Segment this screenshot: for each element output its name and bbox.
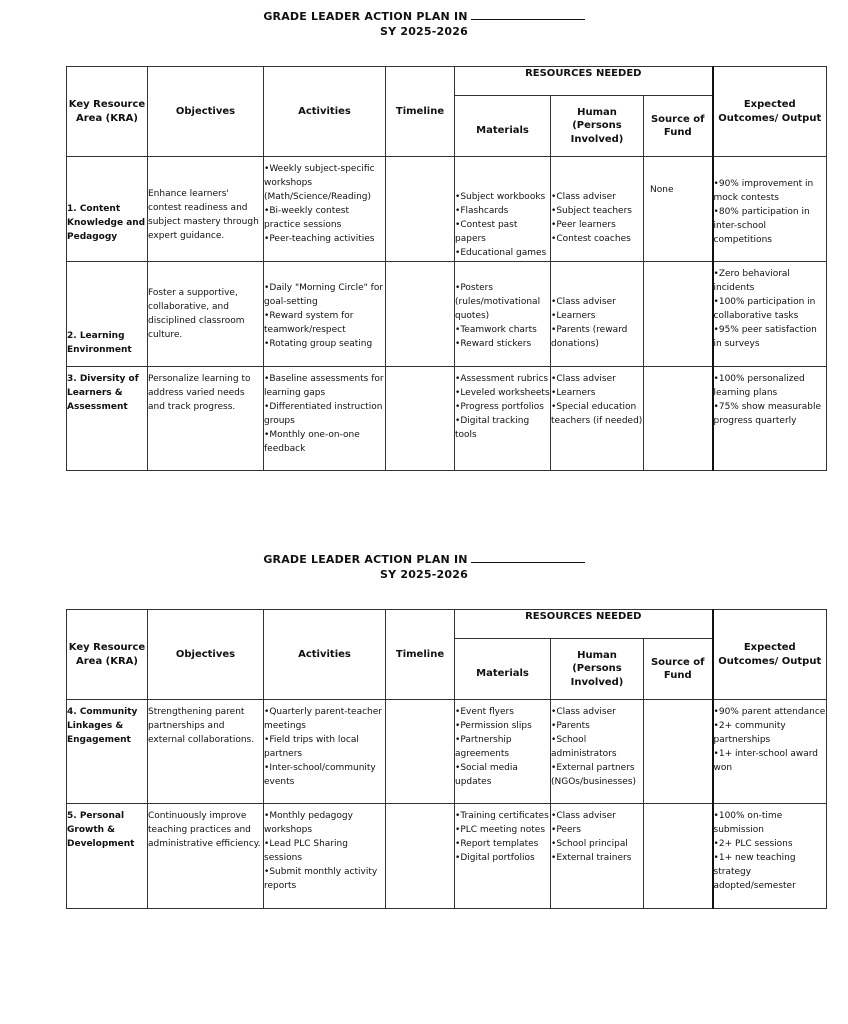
activities-cell [264, 700, 386, 804]
list-item: • External partners (NGOs/businesses) [551, 761, 643, 789]
timeline-cell [386, 262, 455, 367]
list-item: • Reward system for teamwork/respect [264, 309, 385, 337]
list-item: • Reward stickers [455, 337, 550, 351]
table-row [67, 157, 827, 262]
list-item: • Parents (reward donations) [551, 323, 643, 351]
activities-cell [264, 262, 386, 367]
objective-cell: Enhance learners' contest readiness and subject mastery through expert guidance. [148, 157, 264, 262]
header-human: Human (Persons Involved) [551, 639, 644, 700]
objective-cell: Foster a supportive, collaborative, and disciplined classroom culture. [148, 262, 264, 367]
list-item: • Baseline assessments for learning gaps [264, 372, 385, 400]
list-item: • 2+ community partnerships [714, 719, 827, 747]
plan-title-line1: GRADE LEADER ACTION PLAN IN [263, 10, 468, 23]
list-item: • Class adviser [551, 705, 643, 719]
list-item: • Peers [551, 823, 643, 837]
plan-title-line2: SY 2025-2026 [380, 568, 468, 581]
timeline-cell [386, 804, 455, 909]
human-cell [551, 367, 644, 471]
list-item: • Peer-teaching activities [264, 232, 385, 246]
list-item: • Teamwork charts [455, 323, 550, 337]
source-cell [644, 804, 713, 909]
header-timeline: Timeline [386, 67, 455, 157]
list-item: • Social media updates [455, 761, 550, 789]
list-item: • 1+ new teaching strategy adopted/semester [714, 851, 827, 893]
list-item: • Flashcards [455, 204, 550, 218]
list-item: • Leveled worksheets [455, 386, 550, 400]
title-blank-line [471, 552, 585, 563]
table-row [67, 804, 827, 909]
source-cell [644, 367, 713, 471]
list-item: • Rotating group seating [264, 337, 385, 351]
list-item: • Assessment rubrics [455, 372, 550, 386]
kra-cell: 3. Diversity of Learners & Assessment [67, 367, 148, 471]
outcomes-cell [713, 700, 827, 804]
list-item: • 100% on-time submission [714, 809, 827, 837]
table-row [67, 367, 827, 471]
list-item: • Learners [551, 309, 643, 323]
list-item: • Peer learners [551, 218, 643, 232]
list-item: • 100% personalized learning plans [714, 372, 827, 400]
human-cell [551, 157, 644, 262]
header-expected-outcomes: Expected Outcomes/ Output [713, 610, 827, 700]
list-item: • Differentiated instruction groups [264, 400, 385, 428]
list-item: • Report templates [455, 837, 550, 851]
outcomes-cell [713, 367, 827, 471]
activities-cell [264, 157, 386, 262]
list-item: • Class adviser [551, 295, 643, 309]
list-item: • Class adviser [551, 372, 643, 386]
activities-cell [264, 804, 386, 909]
list-item: • Educational games [455, 246, 550, 260]
human-cell [551, 700, 644, 804]
list-item: • Subject teachers [551, 204, 643, 218]
timeline-cell [386, 367, 455, 471]
list-item: • Partnership agreements [455, 733, 550, 761]
list-item: • Learners [551, 386, 643, 400]
human-cell [551, 804, 644, 909]
materials-cell [455, 157, 551, 262]
outcomes-cell [713, 804, 827, 909]
list-item: • Monthly pedagogy workshops [264, 809, 385, 837]
title-blank-line [471, 9, 585, 20]
list-item: • Bi-weekly contest practice sessions [264, 204, 385, 232]
table-row [67, 262, 827, 367]
list-item: • PLC meeting notes [455, 823, 550, 837]
header-activities: Activities [264, 67, 386, 157]
list-item: • Weekly subject-specific workshops (Math/Science/Reading) [264, 162, 385, 204]
list-item: • Lead PLC Sharing sessions [264, 837, 385, 865]
header-materials: Materials [455, 96, 551, 157]
header-kra: Key Resource Area (KRA) [67, 67, 148, 157]
list-item: • 95% peer satisfaction in surveys [714, 323, 827, 351]
materials-cell [455, 262, 551, 367]
kra-cell: 2. Learning Environment [67, 262, 148, 367]
plan-title-line2: SY 2025-2026 [380, 25, 468, 38]
list-item: • Event flyers [455, 705, 550, 719]
list-item: • Digital portfolios [455, 851, 550, 865]
plan-title-line1: GRADE LEADER ACTION PLAN IN [263, 553, 468, 566]
list-item: • Class adviser [551, 190, 643, 204]
outcomes-cell [713, 157, 827, 262]
timeline-cell [386, 157, 455, 262]
list-item: • Special education teachers (if needed) [551, 400, 643, 428]
header-materials: Materials [455, 639, 551, 700]
action-plan-table-1 [66, 66, 822, 471]
list-item: • Progress portfolios [455, 400, 550, 414]
activities-cell [264, 367, 386, 471]
header-source-of-fund: Source of Fund [644, 639, 713, 700]
list-item: • School principal [551, 837, 643, 851]
list-item: • Quarterly parent-teacher meetings [264, 705, 385, 733]
list-item: • External trainers [551, 851, 643, 865]
kra-cell: 1. Content Knowledge and Pedagogy [67, 157, 148, 262]
list-item: • 1+ inter-school award won [714, 747, 827, 775]
header-objectives: Objectives [148, 67, 264, 157]
list-item: • Digital tracking tools [455, 414, 550, 442]
header-objectives: Objectives [148, 610, 264, 700]
source-cell: None [644, 157, 713, 262]
list-item: • Parents [551, 719, 643, 733]
header-activities: Activities [264, 610, 386, 700]
list-item: • Permission slips [455, 719, 550, 733]
list-item: • Contest coaches [551, 232, 643, 246]
kra-cell: 5. Personal Growth & Development [67, 804, 148, 909]
table-row [67, 700, 827, 804]
header-resources-needed: RESOURCES NEEDED [455, 610, 713, 639]
timeline-cell [386, 700, 455, 804]
list-item: • School administrators [551, 733, 643, 761]
list-item: • 90% parent attendance [714, 705, 827, 719]
list-item: • Daily "Morning Circle" for goal-setting [264, 281, 385, 309]
list-item: • Training certificates [455, 809, 550, 823]
source-cell [644, 262, 713, 367]
outcomes-cell [713, 262, 827, 367]
action-plan-table-2 [66, 609, 826, 909]
materials-cell [455, 804, 551, 909]
header-source-of-fund: Source of Fund [644, 96, 713, 157]
human-cell [551, 262, 644, 367]
list-item: • Subject workbooks [455, 190, 550, 204]
list-item: • Monthly one-on-one feedback [264, 428, 385, 456]
list-item: • Contest past papers [455, 218, 550, 246]
list-item: • Class adviser [551, 809, 643, 823]
list-item: • 100% participation in collaborative tasks [714, 295, 827, 323]
list-item: • Inter-school/community events [264, 761, 385, 789]
header-timeline: Timeline [386, 610, 455, 700]
header-resources-needed: RESOURCES NEEDED [455, 67, 713, 96]
objective-cell: Strengthening parent partnerships and external collaborations. [148, 700, 264, 804]
kra-cell: 4. Community Linkages & Engagement [67, 700, 148, 804]
list-item: • 80% participation in inter-school competitions [714, 205, 827, 247]
header-kra: Key Resource Area (KRA) [67, 610, 148, 700]
list-item: • Zero behavioral incidents [714, 267, 827, 295]
list-item: • Field trips with local partners [264, 733, 385, 761]
header-human: Human (Persons Involved) [551, 96, 644, 157]
objective-cell: Continuously improve teaching practices and administrative efficiency. [148, 804, 264, 909]
list-item: • Submit monthly activity reports [264, 865, 385, 893]
objective-cell: Personalize learning to address varied needs and track progress. [148, 367, 264, 471]
list-item: • 75% show measurable progress quarterly [714, 400, 827, 428]
materials-cell [455, 700, 551, 804]
plan-title-2 [0, 552, 848, 582]
source-cell [644, 700, 713, 804]
list-item: • Posters (rules/motivational quotes) [455, 281, 550, 323]
header-expected-outcomes: Expected Outcomes/ Output [713, 67, 827, 157]
list-item: • 2+ PLC sessions [714, 837, 827, 851]
list-item: • 90% improvement in mock contests [714, 177, 827, 205]
materials-cell [455, 367, 551, 471]
plan-title-1 [0, 9, 848, 39]
